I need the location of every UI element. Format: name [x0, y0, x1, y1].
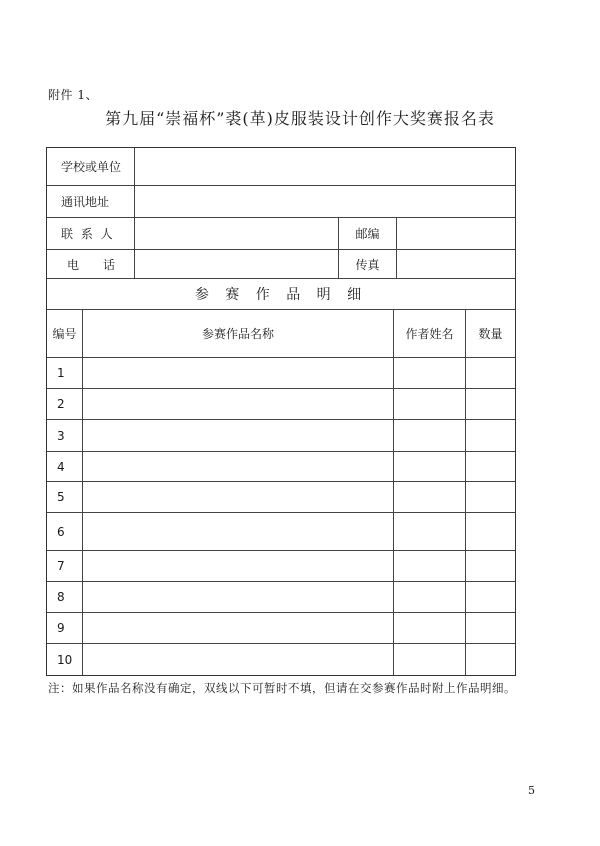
row-number: 8 [57, 590, 65, 604]
row-divider [47, 612, 515, 613]
phone-field[interactable] [135, 250, 338, 278]
row-number: 6 [57, 524, 65, 539]
fax-label: 传真 [355, 257, 380, 272]
row-divider [47, 357, 515, 358]
registration-form [46, 147, 516, 676]
row-divider [47, 388, 515, 389]
row-number: 7 [57, 559, 65, 573]
column-divider [465, 309, 466, 675]
annex-label: 附件 1、 [48, 88, 98, 102]
col-header-number: 编号 [52, 327, 77, 341]
col-header-quantity: 数量 [478, 327, 503, 341]
address-label: 通讯地址 [61, 195, 110, 209]
fax-field[interactable] [397, 250, 515, 278]
row-divider [47, 451, 515, 452]
row-divider [47, 481, 515, 482]
row-divider [47, 550, 515, 551]
address-field[interactable] [135, 186, 515, 217]
row-number: 2 [57, 397, 65, 411]
phone-label: 电 话 [67, 257, 116, 272]
column-divider [82, 309, 83, 675]
row-divider [47, 643, 515, 644]
col-header-author: 作者姓名 [405, 327, 454, 341]
works-section-title: 参 赛 作 品 明 细 [194, 287, 368, 303]
row-divider [47, 419, 515, 420]
row-divider [47, 581, 515, 582]
row-number: 1 [57, 366, 65, 380]
school-field[interactable] [135, 148, 515, 185]
row-divider [47, 512, 515, 513]
row-number: 5 [57, 490, 65, 504]
col-header-work-name: 参赛作品名称 [201, 327, 274, 341]
row-number: 10 [57, 652, 73, 667]
form-title: 第九届“崇福杯”裘(革)皮服装设计创作大奖赛报名表 [105, 109, 495, 128]
contact-field[interactable] [135, 218, 338, 249]
postcode-field[interactable] [397, 218, 515, 249]
page-number: 5 [528, 784, 535, 797]
row-number: 9 [57, 621, 65, 635]
contact-label: 联 系 人 [61, 227, 115, 241]
postcode-label: 邮编 [355, 227, 380, 241]
column-divider [393, 309, 394, 675]
footnote: 注：如果作品名称没有确定，双线以下可暂时不填，但请在交参赛作品时附上作品明细。 [48, 681, 516, 695]
row-number: 4 [57, 459, 65, 474]
row-number: 3 [57, 428, 65, 443]
school-label: 学校或单位 [61, 160, 122, 174]
